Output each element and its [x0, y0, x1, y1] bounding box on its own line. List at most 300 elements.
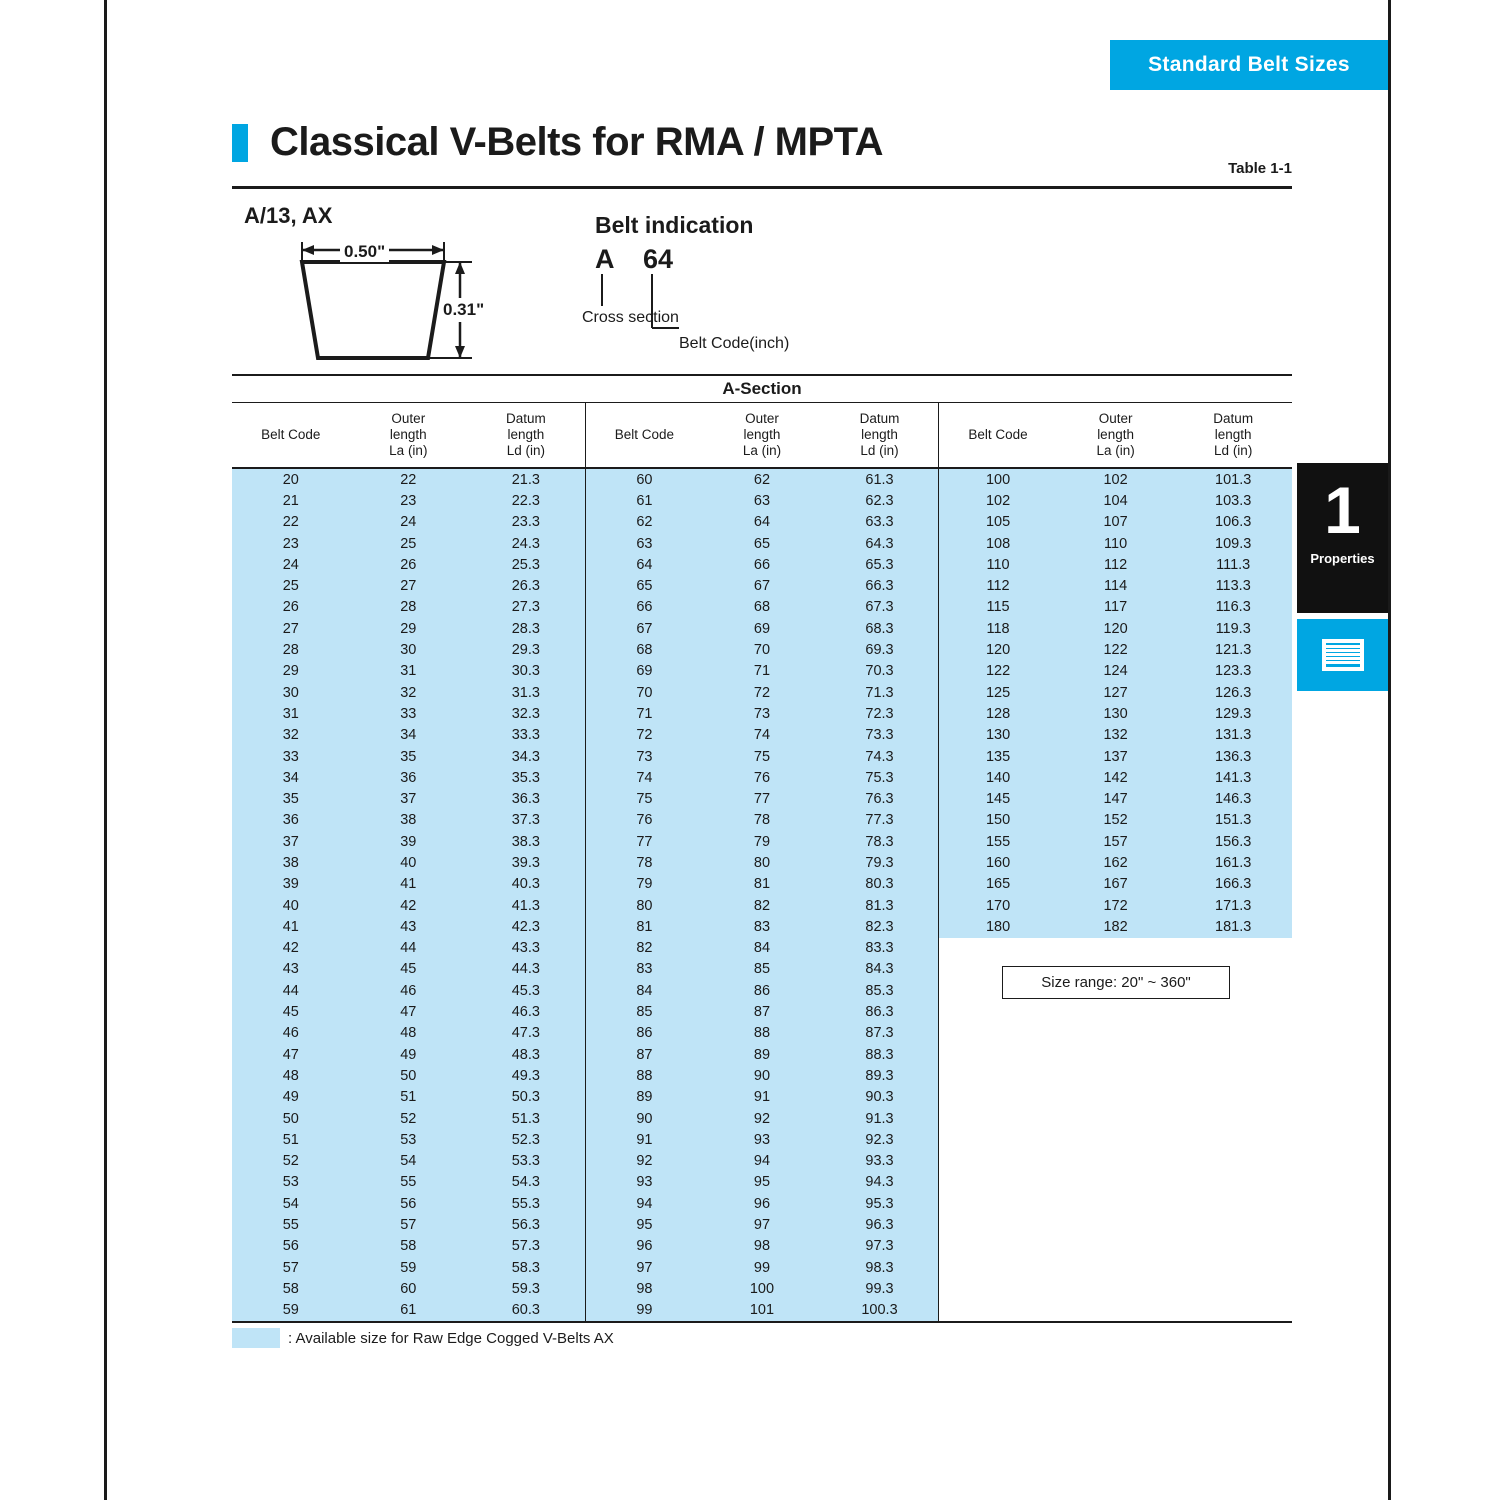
- table-cell: 157: [1057, 831, 1175, 852]
- table-cell: 93: [703, 1129, 821, 1150]
- table-cell: 83: [703, 916, 821, 937]
- table-cell: 58: [350, 1236, 468, 1257]
- table-cell: 46.3: [467, 1001, 585, 1022]
- table-cell: 49: [232, 1087, 350, 1108]
- table-cell: 140: [939, 767, 1057, 788]
- table-cell: 25.3: [467, 554, 585, 575]
- table-cell: 34.3: [467, 746, 585, 767]
- table-cell: 29: [350, 618, 468, 639]
- column-header-line: Outer: [1098, 411, 1133, 427]
- table-row: [232, 1001, 1292, 1022]
- table-cell: 22.3: [467, 490, 585, 511]
- column-header-line: Belt Code: [261, 427, 321, 443]
- column-header-line: length: [389, 427, 427, 443]
- table-cell: 105: [939, 512, 1057, 533]
- table-cell: 39.3: [467, 852, 585, 873]
- table-cell: 33.3: [467, 725, 585, 746]
- table-column-header: [1174, 403, 1292, 469]
- table-cell: [1174, 1044, 1292, 1065]
- size-range-label: Size range: 20" ~ 360": [1041, 974, 1191, 991]
- belt-size-table: [232, 374, 1292, 1323]
- table-cell: 51: [350, 1087, 468, 1108]
- table-cell: 76.3: [821, 788, 939, 809]
- table-cell: 100: [939, 468, 1057, 490]
- table-cell: 113.3: [1174, 575, 1292, 596]
- table-cell: 101.3: [1174, 468, 1292, 490]
- table-cell: 60: [350, 1278, 468, 1299]
- table-cell: 91: [703, 1087, 821, 1108]
- chapter-tab: [1297, 463, 1388, 613]
- height-dimension-label: 0.31": [440, 298, 487, 322]
- header-tab: [1110, 40, 1388, 90]
- legend-text: : Available size for Raw Edge Cogged V-Belts AX: [288, 1329, 614, 1347]
- table-row: [232, 490, 1292, 511]
- table-cell: 86.3: [821, 1001, 939, 1022]
- table-cell: 84: [585, 980, 703, 1001]
- table-row: [232, 874, 1292, 895]
- table-cell: [1174, 1300, 1292, 1322]
- table-cell: [1057, 1278, 1175, 1299]
- table-cell: 87: [703, 1001, 821, 1022]
- table-cell: 32: [350, 682, 468, 703]
- table-row: [232, 895, 1292, 916]
- table-cell: 150: [939, 810, 1057, 831]
- table-cell: 62.3: [821, 490, 939, 511]
- table-cell: 65.3: [821, 554, 939, 575]
- table-row: [232, 618, 1292, 639]
- cross-section-caption: Cross section: [582, 309, 679, 326]
- table-cell: 42: [350, 895, 468, 916]
- table-cell: 162: [1057, 852, 1175, 873]
- table-cell: 47: [232, 1044, 350, 1065]
- table-cell: 47: [350, 1001, 468, 1022]
- table-cell: 49.3: [467, 1065, 585, 1086]
- table-row: [232, 512, 1292, 533]
- table-column-header: [467, 403, 585, 469]
- table-cell: 99: [703, 1257, 821, 1278]
- table-cell: 56.3: [467, 1214, 585, 1235]
- belt-indication-block: [582, 212, 935, 362]
- table-cell: [1057, 1023, 1175, 1044]
- table-cell: 119.3: [1174, 618, 1292, 639]
- belt-indication-heading: Belt indication: [595, 212, 754, 238]
- column-header-line: Ld (in): [506, 442, 545, 458]
- table-cell: 117: [1057, 597, 1175, 618]
- table-cell: [1057, 1108, 1175, 1129]
- table-cell: 111.3: [1174, 554, 1292, 575]
- table-cell: 59.3: [467, 1278, 585, 1299]
- table-cell: 60.3: [467, 1300, 585, 1322]
- table-cell: 67.3: [821, 597, 939, 618]
- table-cell: 45: [350, 959, 468, 980]
- header-tab-label: Standard Belt Sizes: [1148, 53, 1350, 76]
- table-cell: 32: [232, 725, 350, 746]
- table-cell: 64: [585, 554, 703, 575]
- table-cell: 28: [350, 597, 468, 618]
- table-cell: 75.3: [821, 767, 939, 788]
- table-cell: [1057, 1044, 1175, 1065]
- column-header-line: La (in): [389, 442, 428, 458]
- table-row: [232, 1065, 1292, 1086]
- table-row: [232, 1257, 1292, 1278]
- table-cell: 128: [939, 703, 1057, 724]
- table-cell: 83.3: [821, 938, 939, 959]
- table-cell: 27: [232, 618, 350, 639]
- table-cell: 41: [350, 874, 468, 895]
- page-left-rule: [104, 0, 107, 1500]
- table-cell: 78.3: [821, 831, 939, 852]
- table-row: [232, 703, 1292, 724]
- table-cell: 115: [939, 597, 1057, 618]
- table-cell: 33: [350, 703, 468, 724]
- table-cell: 59: [232, 1300, 350, 1322]
- table-cell: 104: [1057, 490, 1175, 511]
- table-cell: 83: [585, 959, 703, 980]
- table-cell: 109.3: [1174, 533, 1292, 554]
- table-cell: 95: [703, 1172, 821, 1193]
- belt-code-caption: Belt Code(inch): [679, 335, 790, 352]
- table-cell: 147: [1057, 788, 1175, 809]
- table-cell: 24: [232, 554, 350, 575]
- table-cell: 88.3: [821, 1044, 939, 1065]
- column-header-line: Datum: [859, 411, 900, 427]
- table-cell: 72.3: [821, 703, 939, 724]
- table-row: [232, 1023, 1292, 1044]
- table-cell: 23.3: [467, 512, 585, 533]
- table-cell: 137: [1057, 746, 1175, 767]
- table-cell: 123.3: [1174, 661, 1292, 682]
- table-cell: [939, 1193, 1057, 1214]
- table-cell: 85: [585, 1001, 703, 1022]
- table-cell: 82.3: [821, 916, 939, 937]
- table-cell: [939, 1001, 1057, 1022]
- table-cell: 180: [939, 916, 1057, 937]
- table-cell: 107: [1057, 512, 1175, 533]
- table-cell: 80.3: [821, 874, 939, 895]
- table-cell: 92.3: [821, 1129, 939, 1150]
- table-row: [232, 810, 1292, 831]
- table-cell: 52: [350, 1108, 468, 1129]
- table-cell: [1057, 1087, 1175, 1108]
- table-cell: 100.3: [821, 1300, 939, 1322]
- table-cell: 34: [232, 767, 350, 788]
- table-cell: 96: [585, 1236, 703, 1257]
- table-cell: 127: [1057, 682, 1175, 703]
- table-cell: 35: [350, 746, 468, 767]
- table-cell: [939, 1236, 1057, 1257]
- table-row: [232, 725, 1292, 746]
- table-cell: 53: [350, 1129, 468, 1150]
- table-cell: 78: [585, 852, 703, 873]
- table-cell: 84.3: [821, 959, 939, 980]
- belt-size-table-wrap: [232, 374, 1292, 1323]
- table-cell: 30: [350, 639, 468, 660]
- table-cell: 77: [703, 788, 821, 809]
- table-cell: 118: [939, 618, 1057, 639]
- table-cell: 70: [703, 639, 821, 660]
- table-row: [232, 1300, 1292, 1322]
- table-cell: 79.3: [821, 852, 939, 873]
- table-cell: 77: [585, 831, 703, 852]
- table-row: [232, 1214, 1292, 1235]
- table-cell: 85: [703, 959, 821, 980]
- table-cell: 54.3: [467, 1172, 585, 1193]
- table-cell: 48: [350, 1023, 468, 1044]
- page-title: Classical V-Belts for RMA / MPTA: [270, 120, 884, 164]
- table-cell: 87.3: [821, 1023, 939, 1044]
- table-cell: 20: [232, 468, 350, 490]
- table-cell: 90.3: [821, 1087, 939, 1108]
- table-cell: 71: [703, 661, 821, 682]
- table-cell: 95.3: [821, 1193, 939, 1214]
- table-row: [232, 554, 1292, 575]
- table-cell: 182: [1057, 916, 1175, 937]
- table-cell: 25: [232, 575, 350, 596]
- table-cell: 34: [350, 725, 468, 746]
- title-divider: [232, 186, 1292, 189]
- table-cell: 88: [703, 1023, 821, 1044]
- table-cell: [939, 1129, 1057, 1150]
- table-row: [232, 1151, 1292, 1172]
- table-cell: 38: [350, 810, 468, 831]
- table-cell: 44: [350, 938, 468, 959]
- table-row: [232, 597, 1292, 618]
- table-cell: 27: [350, 575, 468, 596]
- column-header-line: Ld (in): [860, 442, 899, 458]
- table-cell: [1057, 1300, 1175, 1322]
- column-header-line: length: [1214, 427, 1252, 443]
- table-cell: 94: [703, 1151, 821, 1172]
- table-cell: 74: [585, 767, 703, 788]
- table-cell: 73.3: [821, 725, 939, 746]
- table-cell: 41.3: [467, 895, 585, 916]
- table-cell: 88: [585, 1065, 703, 1086]
- table-cell: 64: [703, 512, 821, 533]
- table-cell: 55.3: [467, 1193, 585, 1214]
- table-cell: 92: [585, 1151, 703, 1172]
- page-title-bar: [232, 120, 883, 165]
- table-cell: 69.3: [821, 639, 939, 660]
- table-cell: 74: [703, 725, 821, 746]
- table-cell: 50.3: [467, 1087, 585, 1108]
- table-cell: 135: [939, 746, 1057, 767]
- table-cell: 146.3: [1174, 788, 1292, 809]
- column-header-line: Outer: [391, 411, 426, 427]
- table-cell: 61.3: [821, 468, 939, 490]
- table-cell: 122: [1057, 639, 1175, 660]
- table-cell: [1057, 1129, 1175, 1150]
- table-cell: 38.3: [467, 831, 585, 852]
- table-cell: 132: [1057, 725, 1175, 746]
- table-cell: [1174, 1236, 1292, 1257]
- belt-code-number: 64: [643, 244, 674, 274]
- table-cell: 121.3: [1174, 639, 1292, 660]
- table-cell: 102: [1057, 468, 1175, 490]
- table-cell: 30: [232, 682, 350, 703]
- table-cell: 33: [232, 746, 350, 767]
- column-header-line: length: [1097, 427, 1134, 443]
- table-cell: 29.3: [467, 639, 585, 660]
- table-cell: 116.3: [1174, 597, 1292, 618]
- table-cell: [939, 1151, 1057, 1172]
- table-row: [232, 1044, 1292, 1065]
- table-cell: [939, 1278, 1057, 1299]
- table-cell: 125: [939, 682, 1057, 703]
- table-row: [232, 575, 1292, 596]
- table-cell: 97: [703, 1214, 821, 1235]
- table-cell: 26: [350, 554, 468, 575]
- table-cell: 58: [232, 1278, 350, 1299]
- table-head: [232, 375, 1292, 468]
- table-column-header: [703, 403, 821, 469]
- table-cell: [1174, 938, 1292, 959]
- table-cell: 37: [232, 831, 350, 852]
- table-cell: 91.3: [821, 1108, 939, 1129]
- table-cell: [939, 1300, 1057, 1322]
- table-cell: 67: [585, 618, 703, 639]
- table-cell: 68.3: [821, 618, 939, 639]
- table-cell: 100: [703, 1278, 821, 1299]
- table-column-header: [350, 403, 468, 469]
- table-cell: 46: [350, 980, 468, 1001]
- table-row: [232, 682, 1292, 703]
- table-row: [232, 938, 1292, 959]
- table-cell: 25: [350, 533, 468, 554]
- table-cell: 43.3: [467, 938, 585, 959]
- table-cell: 76: [703, 767, 821, 788]
- table-cell: 52.3: [467, 1129, 585, 1150]
- column-header-line: Belt Code: [968, 427, 1028, 443]
- column-header-line: length: [507, 427, 545, 443]
- belt-layers-icon: [1322, 639, 1364, 671]
- table-cell: 102: [939, 490, 1057, 511]
- table-cell: 24: [350, 512, 468, 533]
- table-cell: [1057, 1172, 1175, 1193]
- table-row: [232, 1129, 1292, 1150]
- table-column-header: [939, 403, 1057, 469]
- table-cell: 112: [939, 575, 1057, 596]
- table-cell: [1057, 1214, 1175, 1235]
- table-cell: 31: [350, 661, 468, 682]
- table-cell: 73: [585, 746, 703, 767]
- table-cell: 42: [232, 938, 350, 959]
- table-cell: 55: [232, 1214, 350, 1235]
- table-cell: 66.3: [821, 575, 939, 596]
- column-header-line: length: [743, 427, 781, 443]
- table-cell: 145: [939, 788, 1057, 809]
- table-cell: [1174, 1151, 1292, 1172]
- table-row: [232, 1108, 1292, 1129]
- table-section-header-row: [232, 375, 1292, 403]
- table-cell: 165: [939, 874, 1057, 895]
- table-cell: 36.3: [467, 788, 585, 809]
- table-cell: 46: [232, 1023, 350, 1044]
- table-cell: 108: [939, 533, 1057, 554]
- table-cell: 101: [703, 1300, 821, 1322]
- table-cell: 90: [585, 1108, 703, 1129]
- table-cell: 130: [1057, 703, 1175, 724]
- width-dimension-label: 0.50": [340, 242, 389, 262]
- table-cell: [939, 1214, 1057, 1235]
- table-cell: 86: [703, 980, 821, 1001]
- table-cell: 103.3: [1174, 490, 1292, 511]
- table-cell: 49: [350, 1044, 468, 1065]
- table-cell: 54: [350, 1151, 468, 1172]
- table-cell: 67: [703, 575, 821, 596]
- legend-swatch: [232, 1328, 280, 1348]
- table-cell: 120: [939, 639, 1057, 660]
- table-cell: 129.3: [1174, 703, 1292, 724]
- chapter-number: 1: [1324, 473, 1361, 547]
- table-cell: 93.3: [821, 1151, 939, 1172]
- table-column-header-row: [232, 403, 1292, 469]
- table-cell: 98: [585, 1278, 703, 1299]
- table-cell: 31: [232, 703, 350, 724]
- table-cell: [1057, 938, 1175, 959]
- table-cell: 24.3: [467, 533, 585, 554]
- chapter-caption: Properties: [1310, 551, 1375, 566]
- table-cell: 69: [703, 618, 821, 639]
- table-cell: 130: [939, 725, 1057, 746]
- table-cell: 56: [350, 1193, 468, 1214]
- table-column-header: [1057, 403, 1175, 469]
- title-accent-mark: [232, 124, 248, 162]
- table-cell: 37.3: [467, 810, 585, 831]
- table-cell: 57.3: [467, 1236, 585, 1257]
- table-cell: 58.3: [467, 1257, 585, 1278]
- table-cell: 38: [232, 852, 350, 873]
- table-cell: 87: [585, 1044, 703, 1065]
- table-cell: 64.3: [821, 533, 939, 554]
- table-cell: 86: [585, 1023, 703, 1044]
- table-cell: 21.3: [467, 468, 585, 490]
- table-cell: 53.3: [467, 1151, 585, 1172]
- table-cell: 54: [232, 1193, 350, 1214]
- table-cell: 21: [232, 490, 350, 511]
- table-cell: 66: [703, 554, 821, 575]
- table-cell: 181.3: [1174, 916, 1292, 937]
- table-cell: [1057, 1193, 1175, 1214]
- table-cell: 65: [703, 533, 821, 554]
- table-row: [232, 468, 1292, 490]
- table-cell: [1174, 1214, 1292, 1235]
- table-cell: [939, 1044, 1057, 1065]
- table-cell: 142: [1057, 767, 1175, 788]
- table-cell: 110: [1057, 533, 1175, 554]
- column-header-line: Datum: [1213, 411, 1254, 427]
- table-column-header: [821, 403, 939, 469]
- table-row: [232, 1087, 1292, 1108]
- table-cell: 66: [585, 597, 703, 618]
- table-cell: 78: [703, 810, 821, 831]
- table-cell: 28.3: [467, 618, 585, 639]
- table-cell: 82: [703, 895, 821, 916]
- table-cell: 51.3: [467, 1108, 585, 1129]
- table-cell: 28: [232, 639, 350, 660]
- table-cell: 23: [232, 533, 350, 554]
- table-column-header: [232, 403, 350, 469]
- table-cell: 72: [703, 682, 821, 703]
- table-cell: 98: [703, 1236, 821, 1257]
- table-cell: 96: [703, 1193, 821, 1214]
- table-cell: 31.3: [467, 682, 585, 703]
- table-cell: 170: [939, 895, 1057, 916]
- table-cell: 69: [585, 661, 703, 682]
- page-right-rule: [1388, 0, 1391, 1500]
- size-range-box: [1002, 966, 1230, 999]
- table-cell: 61: [585, 490, 703, 511]
- table-cell: 45: [232, 1001, 350, 1022]
